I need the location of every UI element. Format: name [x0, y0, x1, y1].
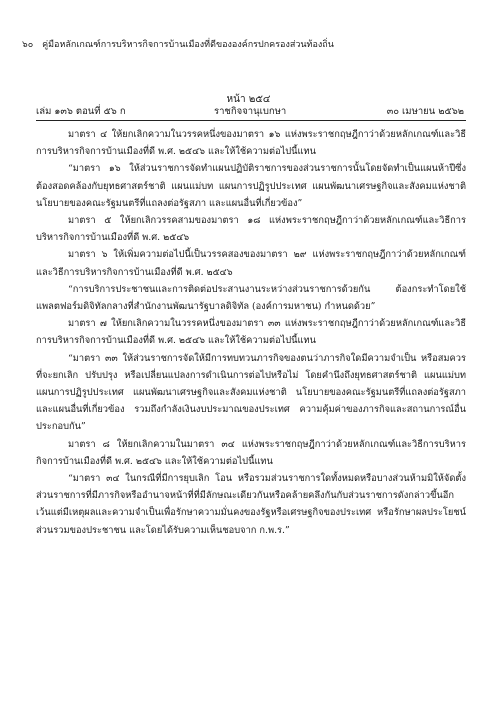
gazette-publication: ราชกิจจานุเบกษา: [214, 106, 287, 117]
gazette-date: ๓๐ เมษายน ๒๕๖๒: [386, 106, 464, 117]
gazette-volume: เล่ม ๑๓๖ ตอนที่ ๕๖ ก: [36, 106, 126, 117]
paragraph-section-4: มาตรา ๔ ให้ยกเลิกความในวรรคหนึ่งของมาตรา ๑๖ แห่งพระราชกฤษฎีกาว่าด้วยหลักเกณฑ์และวิธีการบริหารกิจการบ้านเมืองที่ดี พ.ศ. ๒๕๔๖ และให้ใช้ความต่อไปนี้แทน: [36, 129, 466, 158]
paragraph-section-8: มาตรา ๘ ให้ยกเลิกความในมาตรา ๓๔ แห่งพระราชกฤษฎีกาว่าด้วยหลักเกณฑ์และวิธีการบริหารกิจการบ้านเมืองที่ดี พ.ศ. ๒๕๔๖ และให้ใช้ความต่อไปนี้แทน: [36, 438, 466, 467]
document-body: [36, 126, 466, 539]
paragraph-section-34-text: “มาตรา ๓๔ ในกรณีที่มีการยุบเลิก โอน หรือรวมส่วนราชการใดทั้งหมดหรือบางส่วนห้ามมิให้จัดตั้งส่วนราชการที่มีภารกิจหรืออำนาจหน้าที่ที่มีลักษณะเดียวกันหรือคล้ายคลึงกันกับส่วนราชการดังกล่าวขึ้นอีก เว้นแต่มีเหตุผลและความจำเป็นเพื่อรักษาความมั่นคงของรัฐหรือเศรษฐกิจของประเทศ หรือรักษาผลประโยชน์ส่วนรวมของประชาชน และโดยได้รับความเห็นชอบจาก ก.พ.ร.”: [36, 473, 466, 536]
page-number: ๖๐: [22, 40, 34, 50]
gazette-info-line: [36, 104, 464, 118]
paragraph-section-7: มาตรา ๗ ให้ยกเลิกความในวรรคหนึ่งของมาตรา ๓๓ แห่งพระราชกฤษฎีกาว่าด้วยหลักเกณฑ์และวิธีการบริหารกิจการบ้านเมืองที่ดี พ.ศ. ๒๕๔๖ และให้ใช้ความต่อไปนี้แทน: [36, 318, 466, 347]
gazette-page-label: หน้า ๒๕๔: [226, 94, 271, 105]
running-header: [22, 37, 334, 51]
paragraph-section-16-text: “มาตรา ๑๖ ให้ส่วนราชการจัดทำแผนปฏิบัติราชการของส่วนราชการนั้นโดยจัดทำเป็นแผนห้าปีซึ่งต้องสอดคล้องกับยุทธศาสตร์ชาติ แผนแม่บท แผนการปฏิรูปประเทศ แผนพัฒนาเศรษฐกิจและสังคมแห่งชาติ นโยบายของคณะรัฐมนตรีที่แถลงต่อรัฐสภา และแผนอื่นที่เกี่ยวข้อง”: [36, 163, 466, 209]
handbook-title: คู่มือหลักเกณฑ์การบริหารกิจการบ้านเมืองที่ดีขององค์กรปกครองส่วนท้องถิ่น: [42, 40, 334, 50]
header-divider: [36, 120, 466, 121]
paragraph-digital-platform-text: “การบริการประชาชนและการติดต่อประสานงานระหว่างส่วนราชการด้วยกัน ต้องกระทำโดยใช้แพลตฟอร์มดิจิทัลกลางที่สำนักงานพัฒนารัฐบาลดิจิทัล (องค์การมหาชน) กำหนดด้วย”: [36, 283, 466, 313]
paragraph-section-5: มาตรา ๕ ให้ยกเลิกวรรคสามของมาตรา ๑๘ แห่งพระราชกฤษฎีกาว่าด้วยหลักเกณฑ์และวิธีการบริหารกิจการบ้านเมืองที่ดี พ.ศ. ๒๕๔๖: [36, 215, 466, 244]
paragraph-section-6: มาตรา ๖ ให้เพิ่มความต่อไปนี้เป็นวรรคสองของมาตรา ๒๙ แห่งพระราชกฤษฎีกาว่าด้วยหลักเกณฑ์และวิธีการบริหารกิจการบ้านเมืองที่ดี พ.ศ. ๒๕๔๖: [36, 249, 466, 278]
paragraph-section-33-text: “มาตรา ๓๓ ให้ส่วนราชการจัดให้มีการทบทวนภารกิจของตนว่าภารกิจใดมีความจำเป็น หรือสมควรที่จะยกเลิก ปรับปรุง หรือเปลี่ยนแปลงการดำเนินการต่อไปหรือไม่ โดยคำนึงถึงยุทธศาสตร์ชาติ แผนแม่บท แผนการปฏิรูปประเทศ แผนพัฒนาเศรษฐกิจและสังคมแห่งชาติ นโยบายของคณะรัฐมนตรีที่แถลงต่อรัฐสภา และแผนอื่นที่เกี่ยวข้อง รวมถึงกำลังเงินงบประมาณของประเทศ ความคุ้มค่าของภารกิจและสถานการณ์อื่นประกอบกัน”: [36, 352, 466, 433]
